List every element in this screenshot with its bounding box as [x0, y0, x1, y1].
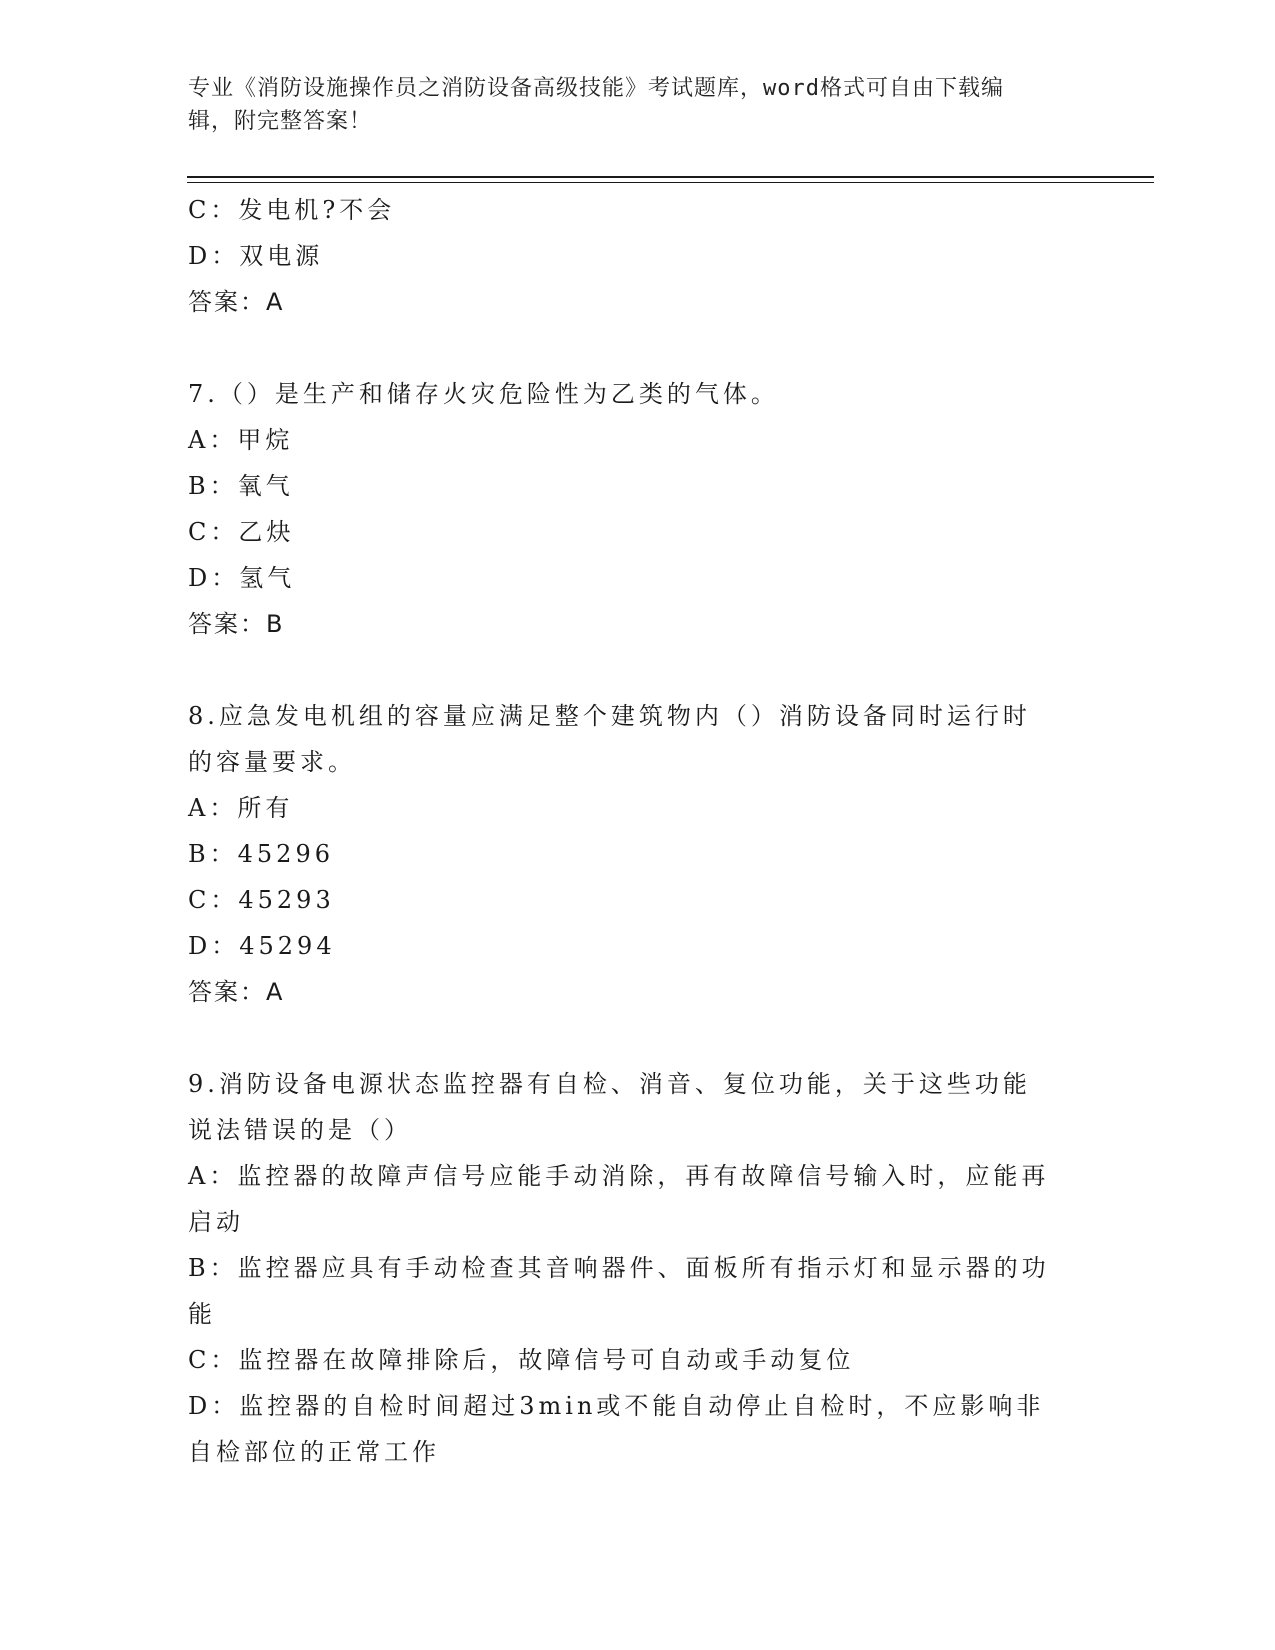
question-stem-cont: 的容量要求。	[188, 748, 356, 776]
option-line: A：所有	[188, 794, 294, 822]
question-stem: 8.应急发电机组的容量应满足整个建筑物内（）消防设备同时运行时	[188, 702, 1031, 730]
option-line: C：乙炔	[188, 518, 295, 546]
question-stem: 9.消防设备电源状态监控器有自检、消音、复位功能，关于这些功能	[188, 1070, 1031, 1098]
header-rule-thick	[187, 176, 1154, 178]
option-line: A：甲烷	[188, 426, 294, 454]
option-line: A：监控器的故障声信号应能手动消除，再有故障信号输入时，应能再	[188, 1162, 1050, 1190]
header-line-1: 专业《消防设施操作员之消防设备高级技能》考试题库，word格式可自由下载编	[188, 76, 1004, 101]
option-line-cont: 自检部位的正常工作	[188, 1438, 440, 1466]
option-line-cont: 能	[188, 1300, 216, 1328]
document-header	[188, 72, 1068, 138]
option-line: D：45294	[188, 932, 336, 960]
option-line: B：监控器应具有手动检查其音响器件、面板所有指示灯和显示器的功	[188, 1254, 1050, 1282]
answer-line: 答案：B	[188, 610, 285, 638]
option-line-cont: 启动	[188, 1208, 244, 1236]
option-line: D：双电源	[188, 242, 324, 270]
header-line-2: 辑，附完整答案！	[188, 109, 373, 134]
option-line: C：监控器在故障排除后，故障信号可自动或手动复位	[188, 1346, 855, 1374]
answer-line: 答案：A	[188, 288, 285, 316]
question-stem: 7.（）是生产和储存火灾危险性为乙类的气体。	[188, 380, 779, 408]
option-line: C：45293	[188, 886, 335, 914]
answer-line: 答案：A	[188, 978, 285, 1006]
spacer	[188, 647, 1088, 693]
spacer	[188, 325, 1088, 371]
option-line: D：氢气	[188, 564, 296, 592]
option-line: D：监控器的自检时间超过3min或不能自动停止自检时，不应影响非	[188, 1392, 1045, 1420]
option-line: B：氧气	[188, 472, 294, 500]
option-line: B：45296	[188, 840, 334, 868]
header-rule-thin	[187, 182, 1154, 183]
question-stem-cont: 说法错误的是（）	[188, 1116, 412, 1144]
option-line: C：发电机?不会	[188, 196, 396, 224]
question-content	[188, 187, 1088, 1475]
spacer	[188, 1015, 1088, 1061]
